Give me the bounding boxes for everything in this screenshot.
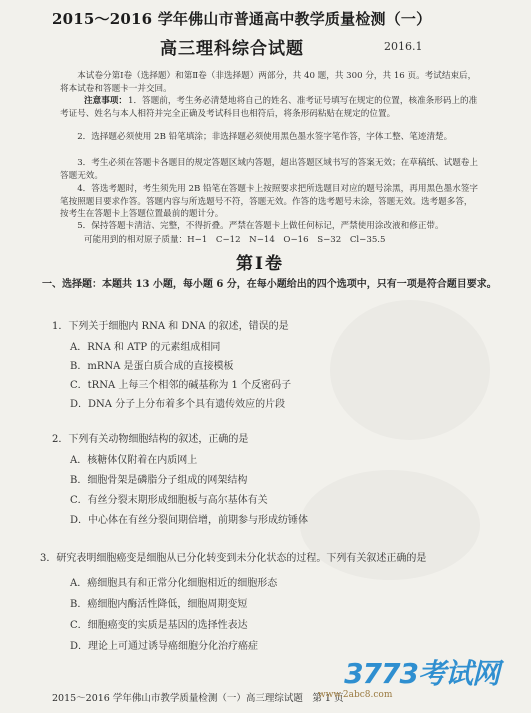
atomic-masses: 可能用到的相对原子质量：H−1 C−12 N−14 O−16 S−32 Cl−35.5 — [84, 235, 386, 245]
background-smudge — [330, 300, 490, 440]
question-2-option-c: C．有丝分裂末期形成细胞板与高尔基体有关 — [70, 495, 268, 506]
section-intro: 一、选择题：本题共 13 小题，每小题 6 分，在每小题给出的四个选项中，只有一项是符合题目要求。 — [42, 279, 497, 290]
question-3-option-b: B．癌细胞内酶活性降低，细胞周期变短 — [70, 599, 248, 610]
exam-subject-title: 高三理科综合试题 — [160, 39, 304, 59]
question-1-option-b: B．mRNA 是蛋白质合成的直接模板 — [70, 361, 234, 372]
volume-title: 第Ⅰ卷 — [236, 254, 284, 274]
instructions-intro: 本试卷分第Ⅰ卷（选择题）和第Ⅱ卷（非选择题）两部分，共 40 题，共 300 分，共 16 页。考试结束后，将本试卷和答题卡一并交回。 — [60, 71, 477, 94]
question-2-stem: 2．下列有关动物细胞结构的叙述，正确的是 — [52, 434, 249, 445]
question-1-option-d: D．DNA 分子上分布着多个具有遗传效应的片段 — [70, 399, 286, 410]
question-2-option-b: B．细胞骨架是磷脂分子组成的网架结构 — [70, 475, 248, 486]
question-1-stem: 1．下列关于细胞内 RNA 和 DNA 的叙述，错误的是 — [52, 321, 289, 332]
question-2-option-d: D．中心体在有丝分裂间期倍增，前期参与形成纺锤体 — [70, 515, 309, 526]
question-3-option-a: A．癌细胞具有和正常分化细胞相近的细胞形态 — [70, 578, 278, 589]
notice-item-1: 1．答题前，考生务必清楚地将自己的姓名、准考证号填写在规定的位置，核准条形码上的准考证号、姓名与本人相符并完全正确及考试科目也相符后，将条形码粘贴在规定的位置。 — [60, 96, 478, 119]
notice-item-3: 3．考生必须在答题卡各题目的规定答题区域内答题，超出答题区域书写的答案无效；在草稿纸、试题卷上答题无效。 — [60, 158, 478, 181]
page-footer: 2015～2016 学年佛山市教学质量检测（一）高三理综试题 第 1 页 — [52, 693, 344, 704]
watermark-logo: 3773考试网 — [344, 657, 499, 690]
question-3-option-d: D．理论上可通过诱导癌细胞分化治疗癌症 — [70, 641, 259, 652]
question-1-option-a: A．RNA 和 ATP 的元素组成相同 — [70, 342, 221, 353]
notice-item-2: 2．选择题必须使用 2B 铅笔填涂；非选择题必须使用黑色墨水签字笔作答，字体工整、笔迹清楚。 — [77, 132, 453, 142]
notice-label: 注意事项： — [84, 96, 127, 106]
exam-date: 2016.1 — [384, 40, 423, 53]
notice-item-4: 4．答选考题时，考生须先用 2B 铅笔在答题卡上按照要求把所选题目对应的题号涂黑，再用黑色墨水签字笔按照题目要求作答。答题内容与所选题号不符，答题无效。作答的选考题号未涂，答题无效。选考题多答，按考生在答题卡上答题位置最前的题计分。 — [60, 184, 479, 219]
watermark-url: www.2abc8.com — [318, 690, 393, 700]
exam-header-title: 2015～2016 学年佛山市普通高中教学质量检测（一） — [52, 10, 432, 28]
question-3-option-c: C．细胞癌变的实质是基因的选择性表达 — [70, 620, 248, 631]
question-1-option-c: C．tRNA 上每三个相邻的碱基称为 1 个反密码子 — [70, 380, 292, 391]
question-3-stem: 3．研究表明细胞癌变是细胞从已分化转变到未分化状态的过程。下列有关叙述正确的是 — [40, 553, 427, 564]
notice-item-5: 5．保持答题卡清洁、完整，不得折叠。严禁在答题卡上做任何标记，严禁使用涂改液和修正带。 — [77, 221, 444, 231]
question-2-option-a: A．核糖体仅附着在内质网上 — [70, 455, 198, 466]
